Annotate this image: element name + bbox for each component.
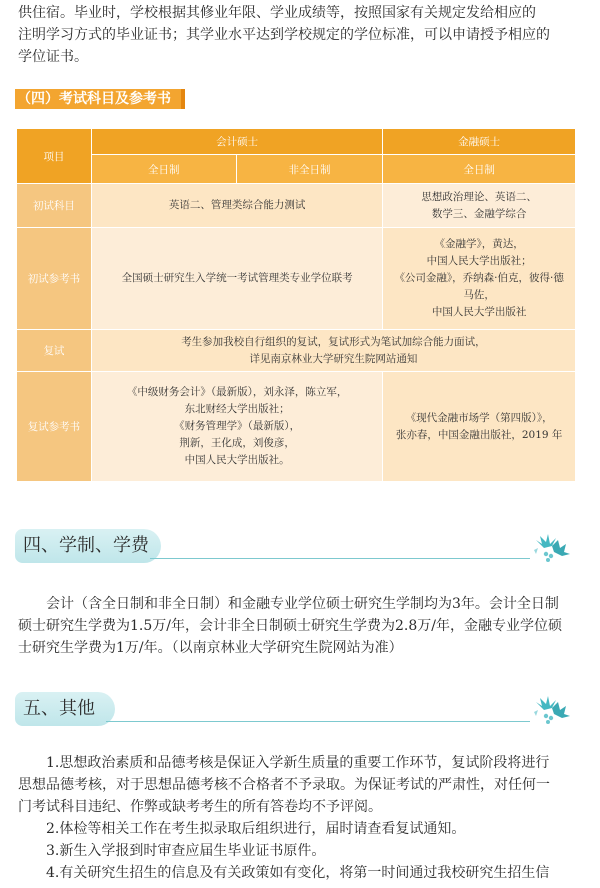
cell-line: 《现代金融市场学（第四版）》， [405,411,553,424]
other-paragraph [18,752,584,884]
other-line: 1.思想政治素质和品德考核是保证入学新生质量的重要工作环节，复试阶段将进行 [46,755,550,771]
tuition-line: 士研究生学费为1万/年。（以南京林业大学研究生院网站为准） [18,640,403,656]
header-accounting-parttime: 非全日制 [236,155,383,184]
header-accounting: 会计硕士 [91,129,382,155]
cell-line: 英语二、管理类综合能力测试 [168,199,306,211]
row-label: 初试参考书 [17,228,92,330]
retest-description [91,330,575,372]
cell-line: 《中级财务会计》（最新版），刘永泽，陈立军， [126,386,348,398]
other-line: 4.有关研究生招生的信息及有关政策如有变化，将第一时间通过我校研究生招生信 [46,865,550,881]
cell-line: 全国硕士研究生入学统一考试管理类专业学位联考 [121,272,353,284]
holly-ornament-icon [528,528,574,572]
exam-subjects-table [16,128,576,482]
cell-line: 东北财经大学出版社； [184,403,290,415]
accounting-initial-subjects [91,184,382,228]
tuition-line: 会计（含全日制和非全日制）和金融专业学位硕士研究生学制均为3年。会计全日制 [46,596,559,612]
cell-line: 详见南京林业大学研究生院网站通知 [249,352,418,365]
cell-line: 中国人民大学出版社。 [184,454,290,466]
holly-ornament-icon [528,690,574,734]
intro-line: 学位证书。 [18,49,88,65]
header-item: 项目 [17,129,92,184]
section-four-heading: 四、学制、学费 [15,529,161,563]
cell-line: 思想政治理论、英语二、 [421,190,537,203]
cell-line: 数学三、金融学综合 [431,207,527,220]
cell-line: 荆新，王化成，刘俊彦， [179,437,295,449]
row-label: 复试 [17,330,92,372]
intro-line: 注明学习方式的毕业证书；其学业水平达到学校规定的学位标准，可以申请授予相应的 [18,27,550,43]
other-line: 3.新生入学报到时审查应届生毕业证书原件。 [46,843,326,859]
other-line: 思想品德考核，对于思想品德考核不合格者不予录取。为保证考试的严肃性，对任何一 [18,777,550,793]
tuition-paragraph [18,593,584,659]
cell-line: 《财务管理学》（最新版）， [174,420,301,432]
other-line: 门考试科目违纪、作弊或缺考考生的所有答卷均不予评阅。 [18,799,382,815]
cell-line: 马佐， [463,289,495,301]
header-finance: 金融硕士 [383,129,576,155]
header-finance-fulltime: 全日制 [383,155,576,184]
cell-line: 张亦春，中国金融出版社，2019 年 [395,428,563,441]
other-line: 2.体检等相关工作在考生拟录取后组织进行，届时请查看复试通知。 [46,821,466,837]
accounting-retest-books [91,372,382,482]
cell-line: 考生参加我校自行组织的复试，复试形式为笔试加综合能力面试， [181,335,486,348]
subsection-heading: （四）考试科目及参考书 [15,89,185,109]
cell-line: 中国人民大学出版社 [431,306,527,318]
section-four-rule [150,558,530,559]
row-label: 复试参考书 [17,372,92,482]
section-five-rule [106,721,530,722]
cell-line: 中国人民大学出版社； [426,255,532,267]
finance-retest-books [383,372,576,482]
accounting-initial-books [91,228,382,330]
intro-line: 供住宿。毕业时，学校根据其修业年限、学业成绩等，按照国家有关规定发给相应的 [18,5,536,21]
finance-initial-subjects [383,184,576,228]
header-accounting-fulltime: 全日制 [91,155,236,184]
finance-initial-books [383,228,576,330]
tuition-line: 硕士研究生学费为1.5万/年，会计非全日制硕士研究生学费为2.8万/年，金融专业学位硕 [18,618,562,634]
cell-line: 《公司金融》，乔纳森·伯克，彼得·德 [394,272,564,284]
cell-line: 《金融学》，黄达， [434,238,524,250]
section-five-heading: 五、其他 [15,692,115,726]
intro-paragraph [18,2,584,68]
row-label: 初试科目 [17,184,92,228]
